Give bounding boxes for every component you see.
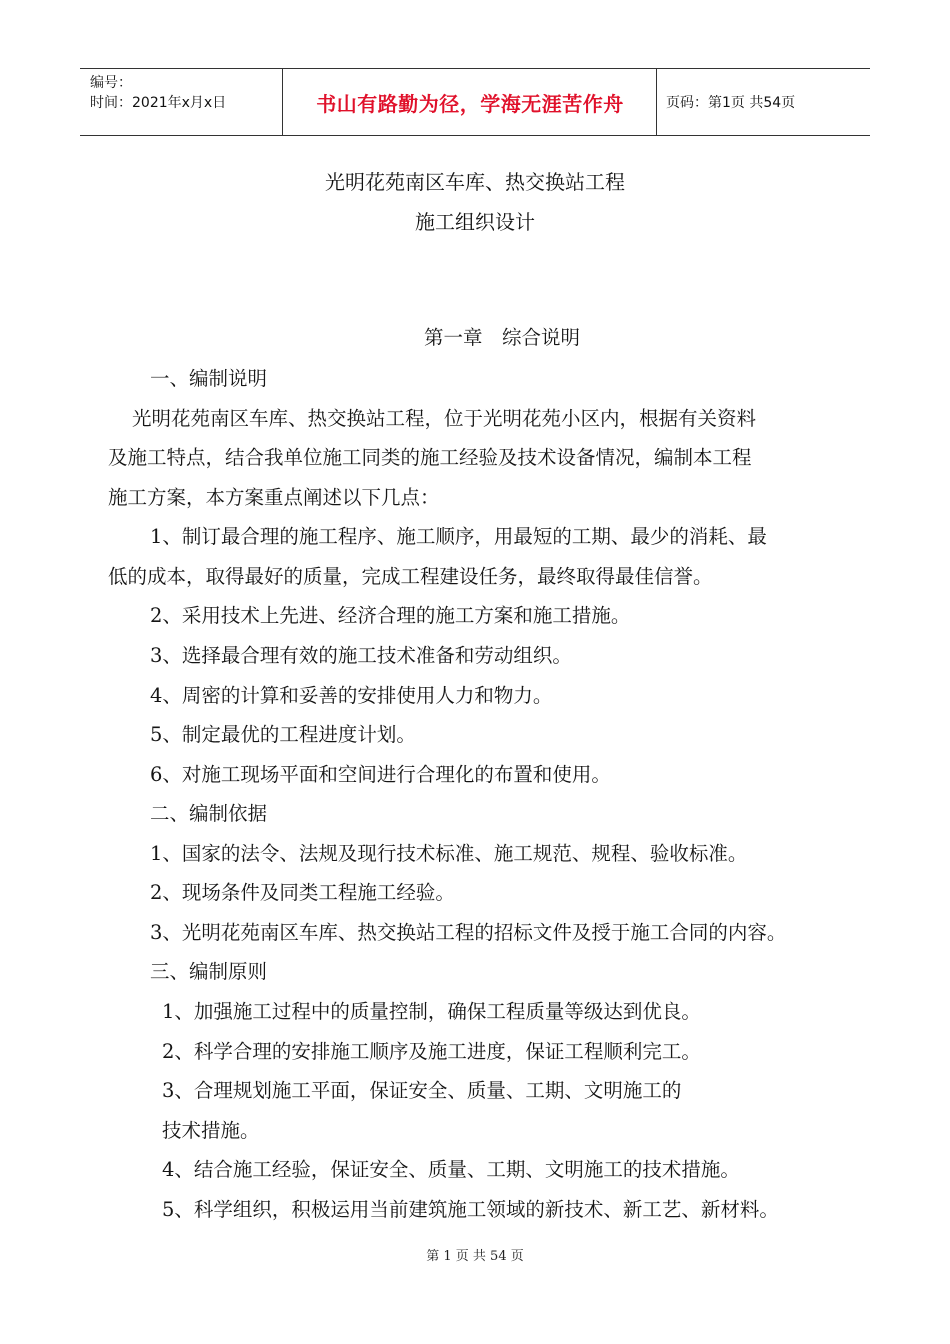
basis3: 3、光明花苑南区车库、热交换站工程的招标文件及授于施工合同的内容。 — [150, 921, 787, 944]
item1-line1: 1、制订最合理的施工程序、施工顺序，用最短的工期、最少的消耗、最 — [150, 525, 767, 548]
document-title-line1: 光明花苑南区车库、热交换站工程 — [325, 170, 625, 194]
basis1: 1、国家的法令、法规及现行技术标准、施工规范、规程、验收标准。 — [150, 842, 748, 865]
header-motto: 书山有路勤为径，学海无涯苦作舟 — [316, 91, 624, 116]
para1-line2: 及施工特点，结合我单位施工同类的施工经验及技术设备情况，编制本工程 — [108, 446, 752, 469]
item4: 4、周密的计算和妥善的安排使用人力和物力。 — [150, 684, 553, 707]
document-title-line2: 施工组织设计 — [415, 210, 535, 234]
item5: 5、制定最优的工程进度计划。 — [150, 723, 416, 746]
section3-heading: 三、编制原则 — [150, 960, 268, 983]
section2-heading: 二、编制依据 — [150, 802, 268, 825]
chapter-heading: 第一章 综合说明 — [424, 326, 581, 349]
item2: 2、采用技术上先进、经济合理的施工方案和施工措施。 — [150, 604, 631, 627]
header-page-info: 页码：第1页 共54页 — [666, 95, 796, 111]
header-number-label: 编号： — [90, 75, 132, 91]
header-time-label: 时间：2021年x月x日 — [90, 95, 227, 111]
principle3-line2: 技术措施。 — [162, 1119, 260, 1142]
item6: 6、对施工现场平面和空间进行合理化的布置和使用。 — [150, 763, 611, 786]
header-divider-right — [656, 69, 657, 135]
header-meta — [90, 73, 226, 113]
item1-line2: 低的成本，取得最好的质量，完成工程建设任务，最终取得最佳信誉。 — [108, 565, 713, 588]
principle4: 4、结合施工经验，保证安全、质量、工期、文明施工的技术措施。 — [162, 1158, 740, 1181]
section1-heading: 一、编制说明 — [150, 367, 268, 390]
principle2: 2、科学合理的安排施工顺序及施工进度，保证工程顺利完工。 — [162, 1040, 701, 1063]
page-footer: 第 1 页 共 54 页 — [426, 1249, 524, 1264]
document-header — [80, 68, 870, 136]
item3: 3、选择最合理有效的施工技术准备和劳动组织。 — [150, 644, 572, 667]
principle5: 5、科学组织，积极运用当前建筑施工领域的新技术、新工艺、新材料。 — [162, 1198, 779, 1221]
basis2: 2、现场条件及同类工程施工经验。 — [150, 881, 455, 904]
header-divider-left — [282, 69, 283, 135]
para1-line1: 光明花苑南区车库、热交换站工程，位于光明花苑小区内，根据有关资料 — [132, 407, 757, 430]
principle3-line1: 3、合理规划施工平面，保证安全、质量、工期、文明施工的 — [162, 1079, 682, 1102]
para1-line3: 施工方案，本方案重点阐述以下几点： — [108, 486, 440, 509]
principle1: 1、加强施工过程中的质量控制，确保工程质量等级达到优良。 — [162, 1000, 701, 1023]
